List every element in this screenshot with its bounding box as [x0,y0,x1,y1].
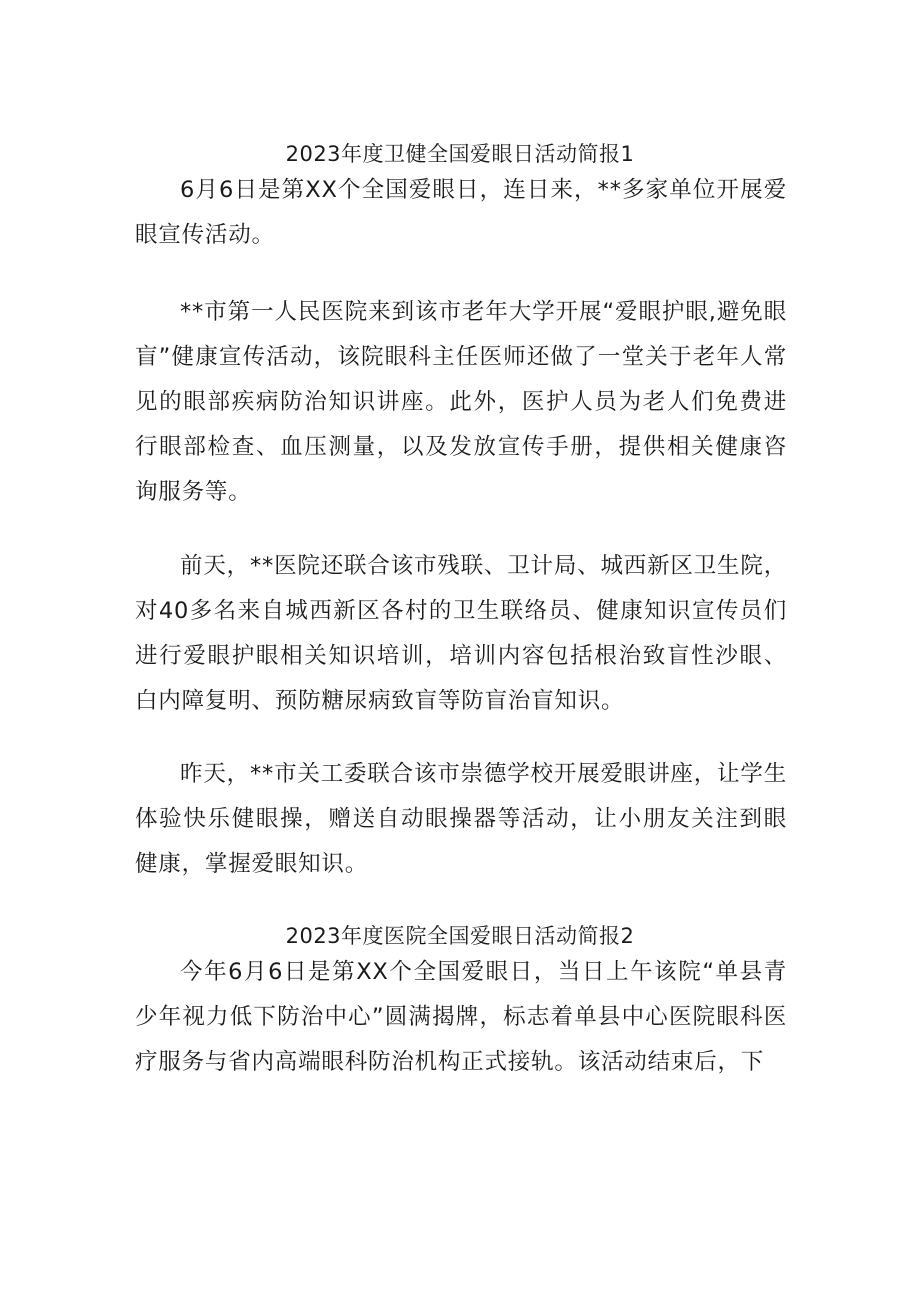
paragraph: **市第一人民医院来到该市老年大学开展“爱眼护眼,避免眼盲”健康宣传活动，该院眼科主任医师还做了一堂关于老年人常见的眼部疾病防治知识讲座。此外，医护人员为老人们免费进行眼部检查、血压测量，以及发放宣传手册，提供相关健康咨询服务等。 [135,299,787,505]
paragraph: 昨天，**市关工委联合该市崇德学校开展爱眼讲座，让学生体验快乐健眼操，赠送自动眼操器等活动，让小朋友关注到眼健康，掌握爱眼知识。 [135,761,787,877]
paragraph: 6月6日是第XX个全国爱眼日，连日来，**多家单位开展爱眼宣传活动。 [135,177,787,248]
paragraph: 今年6月6日是第XX个全国爱眼日，当日上午该院“单县青少年视力低下防治中心”圆满揭牌，标志着单县中心医院眼科医疗服务与省内高端眼科防治机构正式接轨。该活动结束后，下 [135,959,787,1075]
section-title: 2023年度卫健全国爱眼日活动简报1 [285,142,635,166]
section-title: 2023年度医院全国爱眼日活动简报2 [285,924,635,948]
paragraph: 前天，**医院还联合该市残联、卫计局、城西新区卫生院，对40多名来自城西新区各村的卫生联络员、健康知识宣传员们进行爱眼护眼相关知识培训，培训内容包括根治致盲性沙眼、白内障复明、预防糖尿病致盲等防盲治盲知识。 [135,553,787,714]
